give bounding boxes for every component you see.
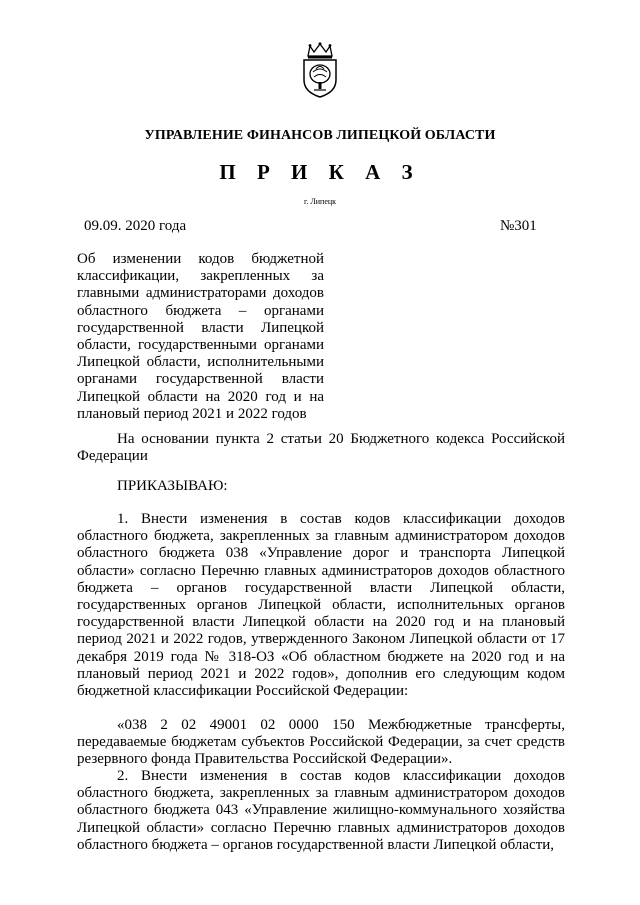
- document-type-title: П Р И К А З: [219, 160, 421, 184]
- order-heading: ПРИКАЗЫВАЮ:: [117, 478, 228, 494]
- document-subject: Об изменении кодов бюджетной классификации, закрепленных за главными администраторами доходов областного бюджета – органами государственной власти Липецкой области, государственными органами Липецкой области, исполнительными органами государственной власти Липецкой области на 2020 год и на плановый период 2021 и 2022 годов: [77, 251, 324, 422]
- coat-of-arms-emblem: [298, 42, 342, 98]
- basis-paragraph: На основании пункта 2 статьи 20 Бюджетного кодекса Российской Федерации: [77, 431, 565, 465]
- document-number: №301: [500, 218, 537, 234]
- item-2-paragraph: 2. Внести изменения в состав кодов классификации доходов областного бюджета, закрепленных за главным администратором доходов областного бюджета 043 «Управление жилищно-коммунального хозяйства Липецкой области» согласно Перечню главных администраторов доходов областного бюджета – органов государственной власти Липецкой области,: [77, 768, 565, 853]
- code-line-paragraph: «038 2 02 49001 02 0000 150 Межбюджетные трансферты, передаваемые бюджетам субъектов Российской Федерации, за счет средств резервного фонда Правительства Российской Федерации».: [77, 717, 565, 768]
- city-label: г. Липецк: [303, 197, 337, 206]
- organization-title: УПРАВЛЕНИЕ ФИНАНСОВ ЛИПЕЦКОЙ ОБЛАСТИ: [144, 128, 496, 143]
- document-date: 09.09. 2020 года: [84, 218, 187, 234]
- item-1-paragraph: 1. Внести изменения в состав кодов классификации доходов областного бюджета, закрепленных за главным администратором доходов областного бюджета 038 «Управление дорог и транспорта Липецкой области» согласно Перечню главных администраторов доходов областного бюджета – органов государственной власти Липецкой области, государственных органов Липецкой области, исполнительных органов государственной власти Липецкой области на 2020 год и на плановый период 2021 и 2022 годов, утвержденного Законом Липецкой области от 17 декабря 2019 года № 318-ОЗ «Об областном бюджете на 2020 год и на плановый период 2021 и 2022 годов», дополнив его следующим кодом бюджетной классификации Российской Федерации:: [77, 511, 565, 700]
